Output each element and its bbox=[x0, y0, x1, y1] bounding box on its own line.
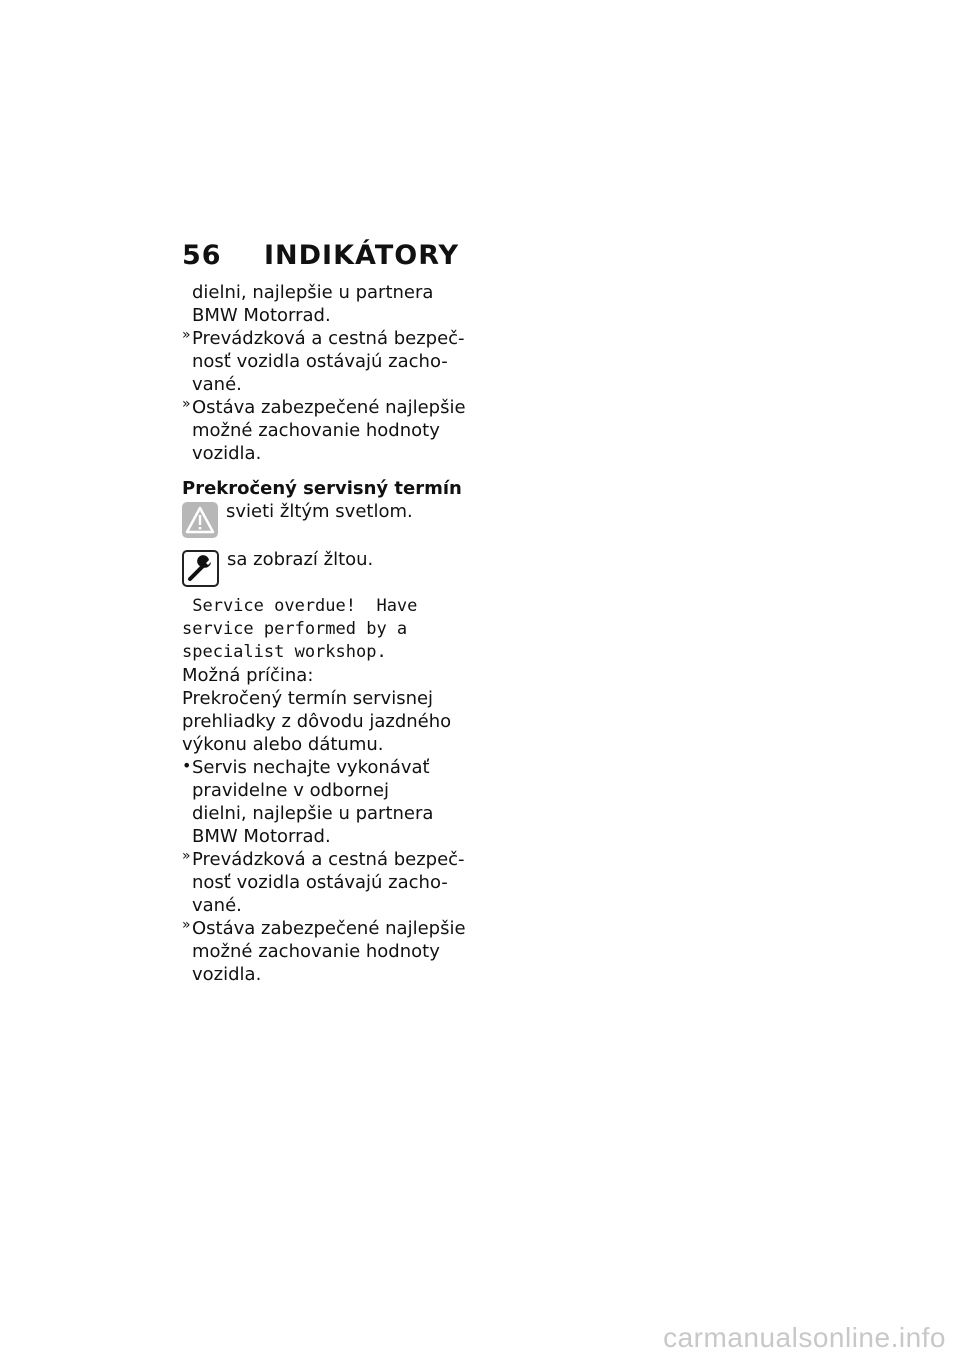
cause-label: Možná príčina: bbox=[182, 665, 314, 686]
bullet-icon: • bbox=[182, 756, 192, 775]
warning-indicator-text: svieti žltým svetlom. bbox=[226, 501, 413, 522]
result-line: nosť vozidla ostávajú zacho- bbox=[192, 872, 448, 893]
intro-line: dielni, najlepšie u partnera bbox=[192, 282, 434, 303]
page-header bbox=[182, 240, 462, 271]
display-message-line: Service overdue! Have bbox=[182, 596, 418, 616]
result-item bbox=[182, 917, 466, 986]
result-line: nosť vozidla ostávajú zacho- bbox=[192, 351, 448, 372]
cause-line: prehliadky z dôvodu jazdného bbox=[182, 711, 452, 732]
result-line: Ostáva zabezpečené najlepšie bbox=[192, 397, 466, 418]
result-line: možné zachovanie hodnoty bbox=[192, 941, 440, 962]
warning-indicator-row bbox=[182, 502, 462, 538]
result-line: vozidla. bbox=[192, 964, 262, 985]
result-arrow-icon: » bbox=[182, 327, 191, 343]
warning-triangle-icon bbox=[182, 502, 218, 538]
result-line: Ostáva zabezpečené najlepšie bbox=[192, 918, 466, 939]
result-line: vané. bbox=[192, 374, 242, 395]
action-item bbox=[182, 756, 462, 848]
result-arrow-icon: » bbox=[182, 917, 191, 933]
result-arrow-icon: » bbox=[182, 848, 191, 864]
result-arrow-icon: » bbox=[182, 396, 191, 412]
intro-line: BMW Motorrad. bbox=[192, 305, 331, 326]
result-line: Prevádzková a cestná bezpeč- bbox=[192, 849, 465, 870]
wrench-icon bbox=[182, 550, 219, 587]
page-column bbox=[182, 240, 466, 986]
result-line: vozidla. bbox=[192, 443, 262, 464]
page-title: INDIKÁTORY bbox=[264, 240, 460, 271]
cause-line: výkonu alebo dátumu. bbox=[182, 734, 384, 755]
wrench-indicator-row bbox=[182, 550, 462, 587]
result-item bbox=[182, 327, 465, 396]
action-line: BMW Motorrad. bbox=[192, 826, 331, 847]
display-message-line: specialist workshop. bbox=[182, 642, 387, 662]
page-number: 56 bbox=[182, 240, 222, 271]
result-line: vané. bbox=[192, 895, 242, 916]
result-item bbox=[182, 848, 465, 917]
result-line: možné zachovanie hodnoty bbox=[192, 420, 440, 441]
action-line: pravidelne v odbornej bbox=[192, 780, 390, 801]
section-heading: Prekročený servisný termín bbox=[182, 478, 462, 499]
result-line: Prevádzková a cestná bezpeč- bbox=[192, 328, 465, 349]
action-line: Servis nechajte vykonávať bbox=[192, 757, 430, 778]
display-message-line: service performed by a bbox=[182, 619, 408, 639]
display-message bbox=[182, 595, 462, 664]
cause-line: Prekročený termín servisnej bbox=[182, 688, 434, 709]
result-item bbox=[182, 396, 466, 465]
wrench-indicator-text: sa zobrazí žltou. bbox=[227, 549, 374, 570]
watermark-link[interactable]: carmanualsonline.info bbox=[663, 1322, 946, 1353]
action-line: dielni, najlepšie u partnera bbox=[192, 803, 434, 824]
